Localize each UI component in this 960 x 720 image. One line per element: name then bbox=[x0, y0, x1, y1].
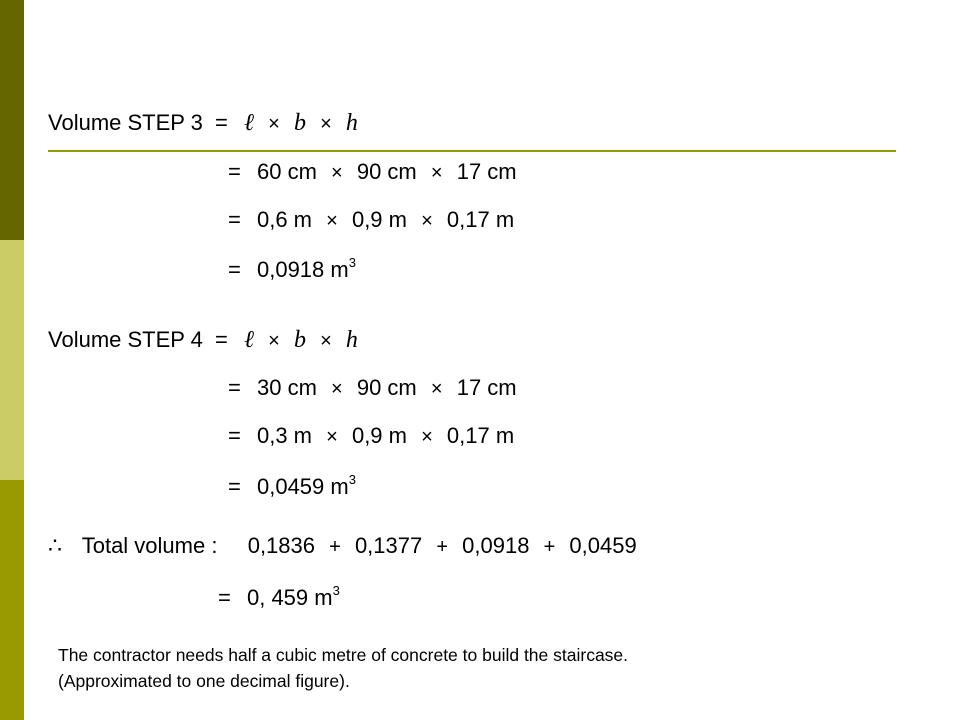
times-sign: × bbox=[268, 113, 280, 135]
equals-sign: = bbox=[215, 110, 228, 135]
step4-breadth-m: 0,9 m bbox=[351, 423, 407, 448]
times-sign: × bbox=[320, 113, 332, 135]
side-bar-bottom bbox=[0, 480, 24, 720]
side-bar-middle bbox=[0, 240, 24, 480]
step4-line-cm bbox=[222, 375, 517, 402]
step3-result bbox=[222, 257, 356, 283]
length-symbol: ℓ bbox=[244, 327, 255, 353]
times-sign: × bbox=[430, 378, 443, 400]
plus-sign: + bbox=[329, 536, 341, 558]
breadth-symbol: b bbox=[293, 327, 306, 353]
step4-height-cm: 17 cm bbox=[456, 375, 517, 400]
cube-exponent: 3 bbox=[332, 583, 340, 598]
times-sign: × bbox=[320, 330, 332, 352]
plus-sign: + bbox=[436, 536, 449, 558]
equals-sign: = bbox=[218, 585, 231, 610]
step4-breadth-cm: 90 cm bbox=[356, 375, 417, 400]
step4-label: Volume STEP 4 bbox=[48, 327, 203, 352]
breadth-symbol: b bbox=[293, 110, 306, 136]
step3-line-cm bbox=[222, 159, 517, 186]
total-sum bbox=[48, 533, 637, 560]
times-sign: × bbox=[430, 162, 443, 184]
step3-label: Volume STEP 3 bbox=[48, 110, 203, 135]
conclusion-line-1: The contractor needs half a cubic metre of concrete to build the staircase. bbox=[58, 645, 629, 665]
step4-length-cm: 30 cm bbox=[256, 375, 317, 400]
total-term: 0,0918 bbox=[462, 533, 530, 558]
times-sign: × bbox=[326, 426, 338, 448]
cube-exponent: 3 bbox=[348, 472, 356, 487]
equals-sign: = bbox=[228, 257, 241, 282]
total-label: Total volume : bbox=[81, 533, 218, 558]
step3-line-m bbox=[222, 207, 514, 234]
total-result bbox=[212, 585, 340, 611]
step3-height-cm: 17 cm bbox=[456, 159, 517, 184]
step4-result-value: 0,0459 m bbox=[256, 474, 349, 499]
times-sign: × bbox=[331, 162, 343, 184]
times-sign: × bbox=[421, 426, 433, 448]
step3-result-value: 0,0918 m bbox=[256, 257, 349, 282]
step3-height-m: 0,17 m bbox=[446, 207, 515, 232]
times-sign: × bbox=[326, 210, 338, 232]
equals-sign: = bbox=[228, 207, 241, 232]
step4-height-m: 0,17 m bbox=[446, 423, 515, 448]
total-term: 0,0459 bbox=[569, 533, 637, 558]
step3-length-m: 0,6 m bbox=[256, 207, 313, 232]
total-term: 0,1377 bbox=[354, 533, 423, 558]
times-sign: × bbox=[331, 378, 343, 400]
times-sign: × bbox=[421, 210, 433, 232]
equals-sign: = bbox=[228, 474, 241, 499]
equals-sign: = bbox=[215, 327, 228, 352]
total-term: 0,1836 bbox=[247, 533, 315, 558]
height-symbol: h bbox=[345, 110, 358, 136]
step4-length-m: 0,3 m bbox=[256, 423, 313, 448]
step3-formula bbox=[48, 110, 358, 137]
cube-exponent: 3 bbox=[348, 255, 356, 270]
side-bar-top bbox=[0, 0, 24, 240]
step4-result bbox=[222, 474, 356, 500]
step3-breadth-m: 0,9 m bbox=[351, 207, 407, 232]
times-sign: × bbox=[268, 330, 280, 352]
step4-formula bbox=[48, 327, 358, 354]
equals-sign: = bbox=[228, 159, 241, 184]
total-result-value: 0, 459 m bbox=[246, 585, 333, 610]
conclusion-text bbox=[58, 642, 628, 694]
therefore-symbol: ∴ bbox=[48, 533, 62, 558]
title-rule bbox=[48, 150, 896, 152]
equals-sign: = bbox=[228, 423, 241, 448]
plus-sign: + bbox=[543, 536, 556, 558]
length-symbol: ℓ bbox=[244, 110, 255, 136]
step3-breadth-cm: 90 cm bbox=[356, 159, 417, 184]
step3-length-cm: 60 cm bbox=[256, 159, 317, 184]
equals-sign: = bbox=[228, 375, 241, 400]
step4-line-m bbox=[222, 423, 514, 450]
height-symbol: h bbox=[345, 327, 358, 353]
conclusion-line-2: (Approximated to one decimal figure). bbox=[58, 671, 350, 691]
